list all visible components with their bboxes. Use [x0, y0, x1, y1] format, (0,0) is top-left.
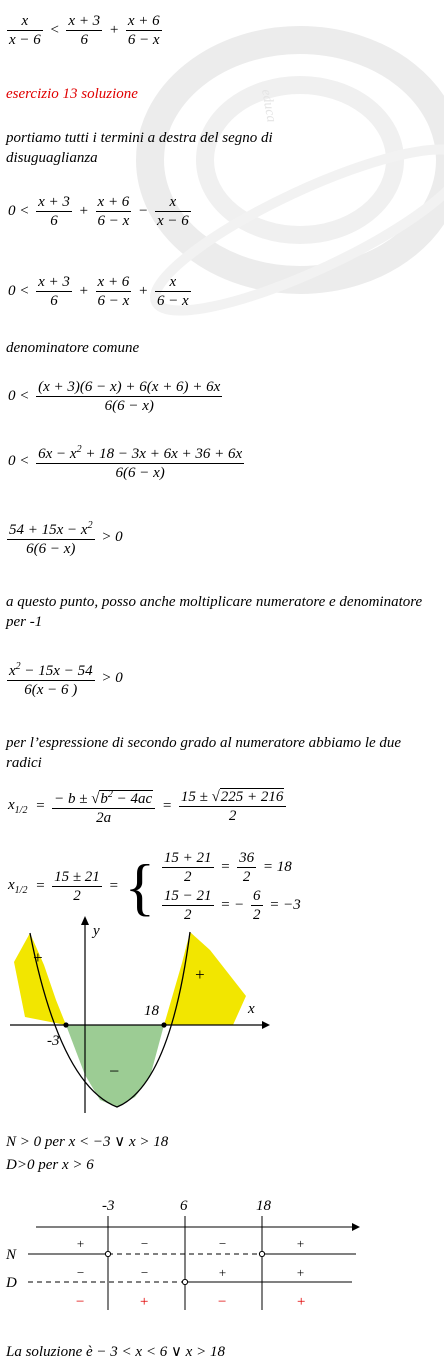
denominator-condition: D>0 per x > 6 [6, 1157, 94, 1173]
watermark-text: educa [258, 88, 279, 124]
quadratic-formula: $x_{1/2}$ = $\frac{- b \pm √b^2 - 4ac}{2a}$ = $\frac{15 \pm √225 + 216}{2}$ [6, 786, 287, 827]
minus-sign: − [108, 1061, 121, 1081]
tick-label-left: -3 [47, 1033, 60, 1049]
header-inequality: $\frac{x}{x - 6}$ < $\frac{x + 3}{6}$ + $\frac{x + 6}{6 - x}$ [9, 13, 160, 48]
sign-result: + [139, 1294, 150, 1310]
numerator-condition: N > 0 per x < −3 ∨ x > 18 [6, 1134, 169, 1150]
x-axis-label: x [248, 1001, 255, 1017]
sign-table [0, 1192, 444, 1327]
sign-N: + [76, 1236, 85, 1251]
step2-inequality: 0 < $\frac{x + 3}{6}$ + $\frac{x + 6}{6 - x}$ + $\frac{x}{6 - x}$ [8, 274, 189, 309]
plus-sign-left: + [32, 948, 44, 967]
row-D-label: D [6, 1275, 17, 1291]
sign-D: + [296, 1265, 305, 1280]
step3-text: denominatore comune [6, 340, 140, 356]
sign-D: − [76, 1265, 85, 1280]
step3-inequality: 0 < $\frac{(x + 3)(6 - x) + 6(x + 6) + 6x}{6(6 - x)}$ [8, 379, 221, 414]
conclusion: La soluzione è − 3 < x < 6 ∨ x > 18 [6, 1344, 225, 1360]
parabola-graph [0, 915, 290, 1120]
sign-result: − [75, 1294, 86, 1310]
step1-inequality: 0 < $\frac{x + 3}{6}$ + $\frac{x + 6}{6 - x}$ − $\frac{x}{x - 6}$ [8, 194, 189, 229]
sign-table-tick: -3 [102, 1198, 115, 1214]
step5-inequality: $\frac{54 + 15x - x^2}{6(6 - x)}$ > 0 [9, 520, 123, 557]
roots-computation: $x_{1/2}$ = $\frac{15 \pm 21}{2}$ = { $\frac{15 + 21}{2}$ = $\frac{36}{2}$ = 18 $\frac{15 - 21}{2}$ = − $\frac{6}{2}$ = −3 [8, 850, 301, 923]
step6-inequality: $\frac{x^2 - 15x - 54}{6(x - 6 )}$ > 0 [9, 661, 123, 698]
sign-D: − [140, 1265, 149, 1280]
sign-D: + [218, 1265, 227, 1280]
sign-N: − [140, 1236, 149, 1251]
sign-result: − [217, 1294, 228, 1310]
step6-text: a questo punto, posso anche moltiplicare numeratore e denominatore per -1 [6, 594, 423, 630]
plus-sign-right: + [194, 965, 206, 984]
tick-label-right: 18 [144, 1003, 159, 1019]
y-axis-label: y [93, 923, 100, 939]
sign-table-tick: 18 [256, 1198, 271, 1214]
sign-N: + [296, 1236, 305, 1251]
sign-N: − [218, 1236, 227, 1251]
step1-text: portiamo tutti i termini a destra del segno di disuguaglianza [6, 130, 273, 166]
step4-inequality: 0 < $\frac{6x - x^2 + 18 - 3x + 6x + 36 + 6x}{6(6 - x)}$ [8, 444, 243, 481]
sign-result: + [296, 1294, 307, 1310]
step7-text: per l’espressione di secondo grado al numeratore abbiamo le due radici [6, 735, 402, 771]
row-N-label: N [6, 1247, 17, 1263]
sign-table-tick: 6 [180, 1198, 188, 1214]
exercise-title: esercizio 13 soluzione [6, 86, 138, 102]
